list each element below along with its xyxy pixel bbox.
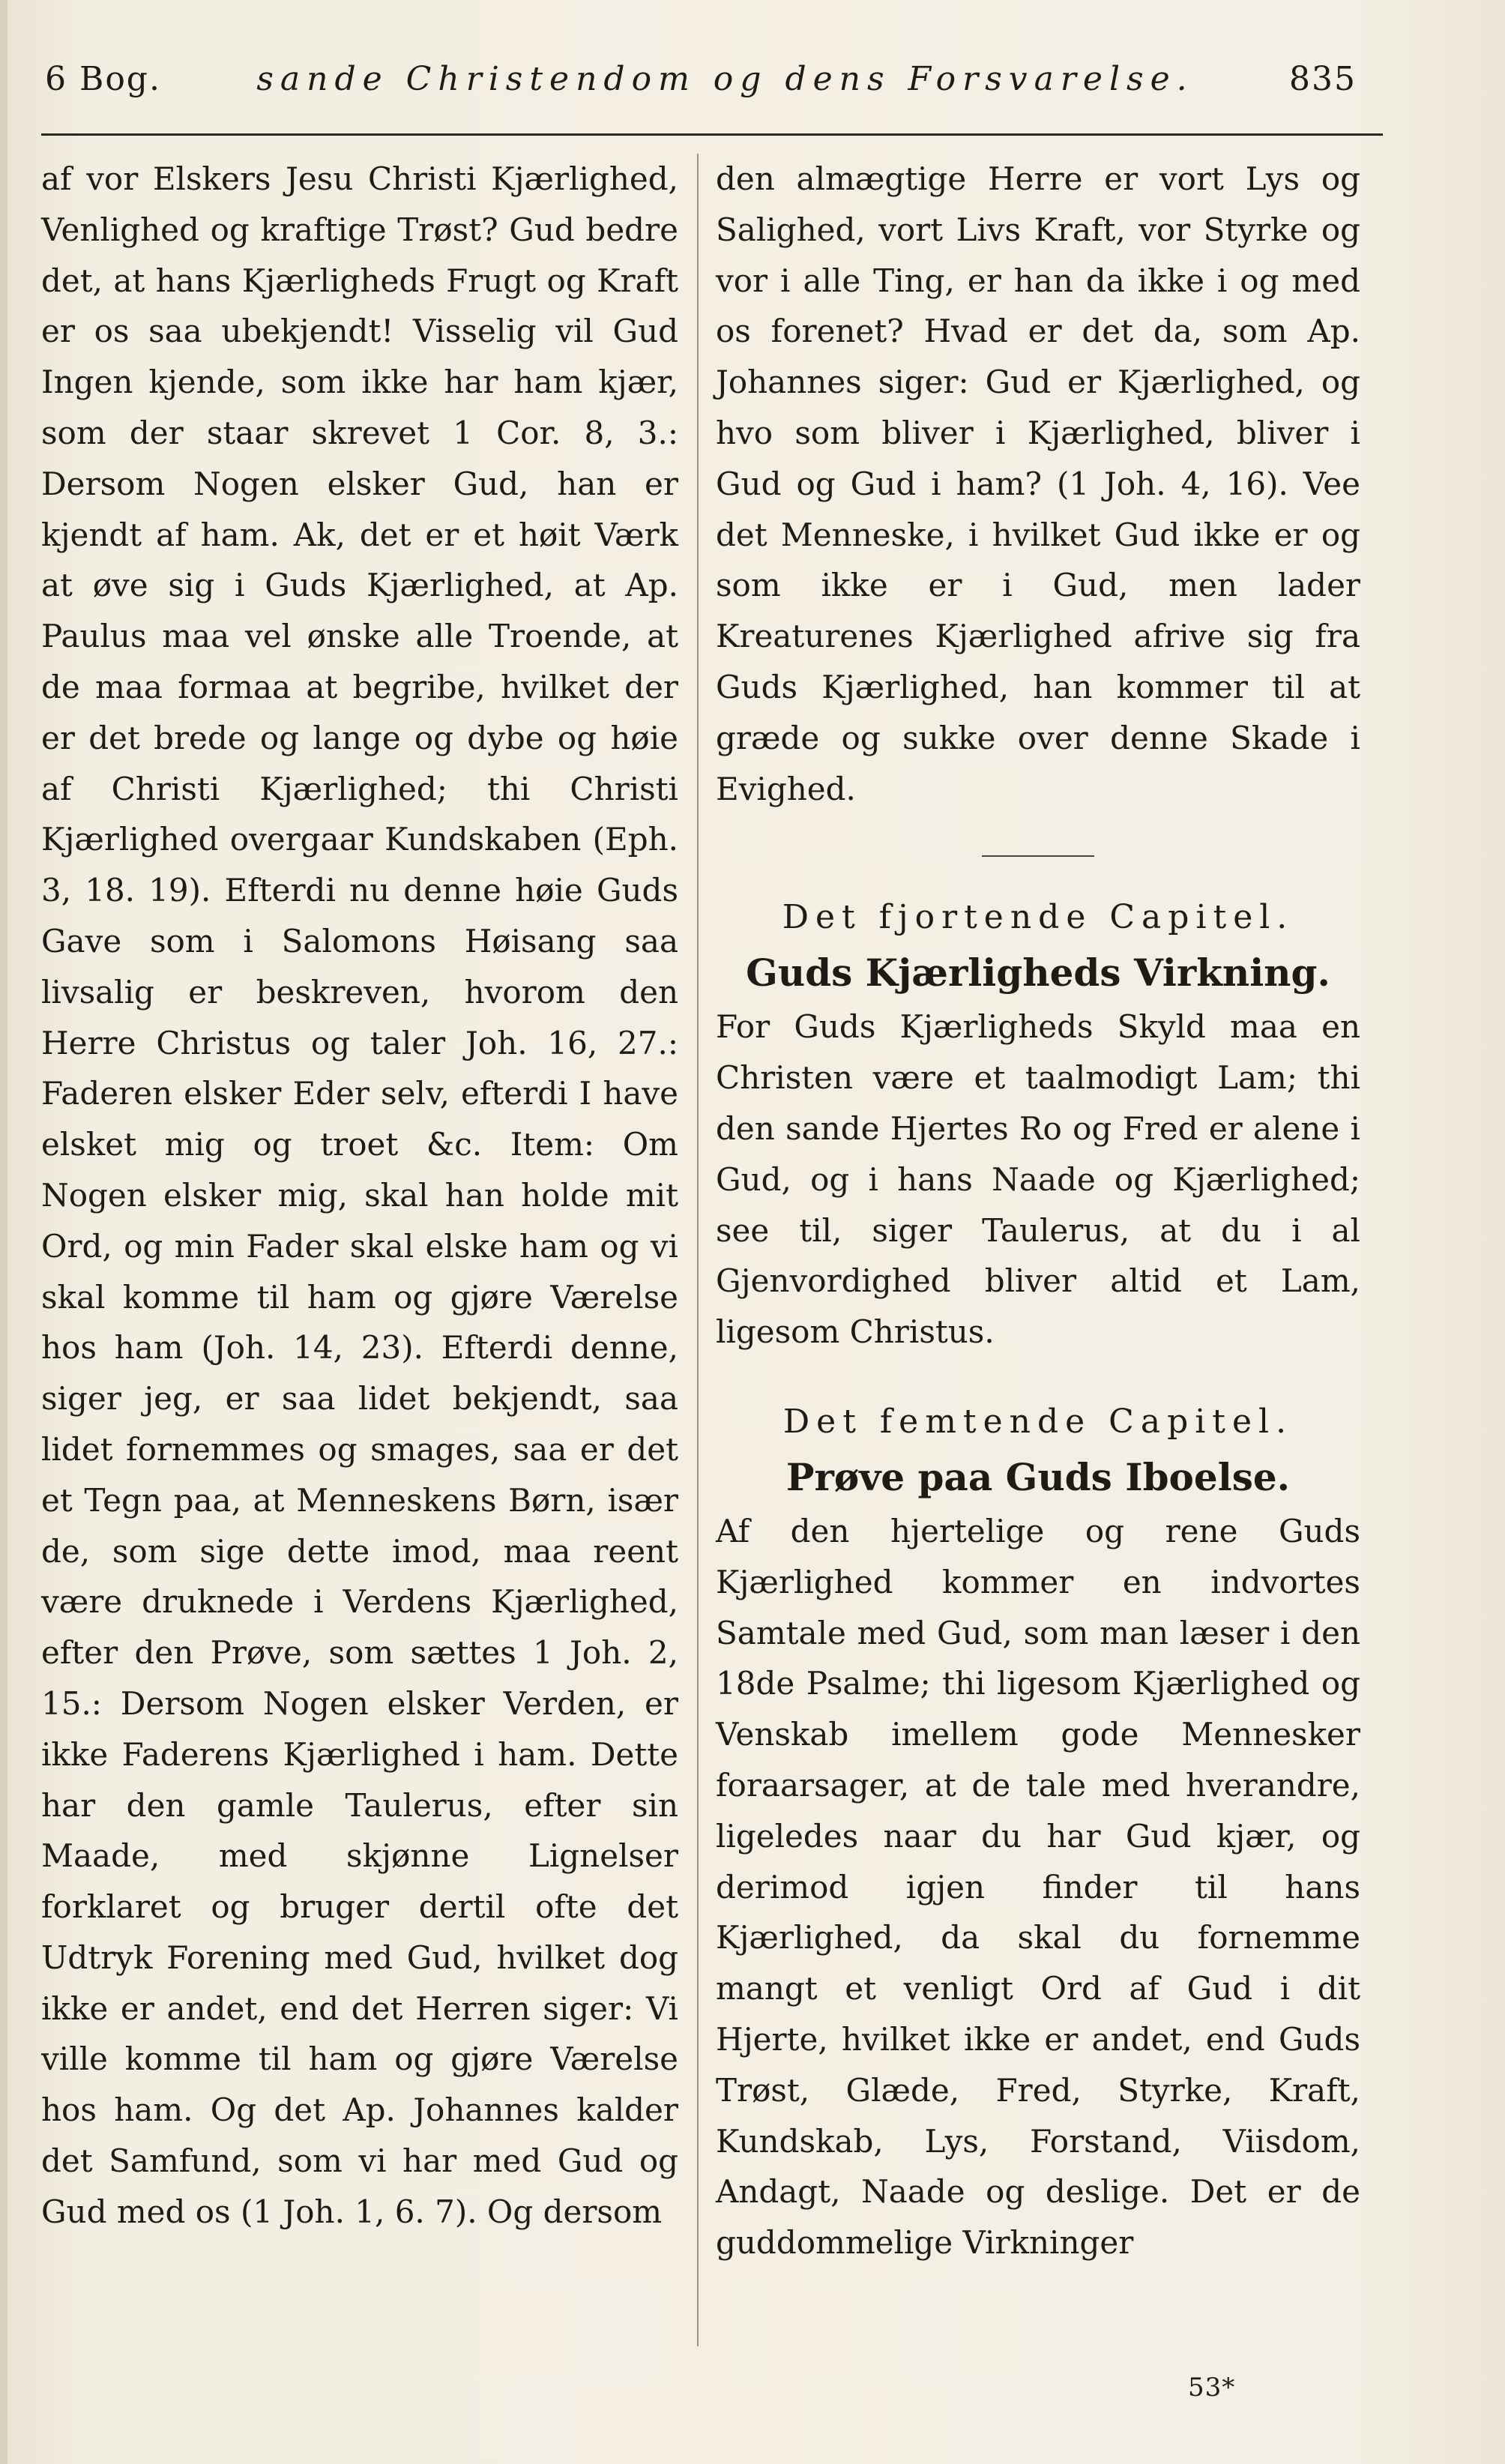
right-column <box>716 154 1360 2268</box>
header-rule <box>41 133 1383 136</box>
running-title: sande Christendom og dens Forsvarelse. <box>256 60 1194 98</box>
chapter-15-subtitle: Prøve paa Guds Iboelse. <box>785 1454 1291 1499</box>
column-divider <box>697 154 699 2346</box>
chapter-15-heading: Det femtende Capitel. <box>782 1402 1294 1441</box>
paragraph-3: Af den hjertelige og rene Guds Kjærlighed kommer en indvortes Samtale med Gud, som man læser i den 18de Psalme; thi ligesom Kjærlighed og Venskab imellem gode Mennesker foraarsager, at de tale med hverandre, ligeledes naar du har Gud kjær, og derimod igjen finder til hans Kjærlighed, da skal du fornemme mangt et venligt Ord af Gud i dit Hjerte, hvilket ikke er andet, end Guds Trøst, Glæde, Fred, Styrke, Kraft, Kundskab, Lys, Forstand, Viisdom, Andagt, Naade og deslige. Det er de guddommelige Virkninger <box>716 1512 1360 2262</box>
chapter-14-heading: Det fjortende Capitel. <box>782 898 1294 937</box>
page-spine-edge <box>0 0 7 2464</box>
page-header <box>45 60 1357 120</box>
left-column-text: af vor Elskers Jesu Christi Kjærlighed, Venlighed og kraftige Trøst? Gud bedre det, at hans Kjærligheds Frugt og Kraft er os saa ubekjendt! Visselig vil Gud Ingen kjende, som ikke har ham kjær, som der staar skrevet 1 Cor. 8, 3.: Dersom Nogen elsker Gud, han er kjendt af ham. Ak, det er et høit Værk at øve sig i Guds Kjærlighed, at Ap. Paulus maa vel ønske alle Troende, at de maa formaa at begribe, hvilket der er det brede og lange og dybe og høie af Christi Kjærlighed; thi Christi Kjærlighed overgaar Kundskaben (Eph. 3, 18. 19). Efterdi nu denne høie Guds Gave som i Salomons Høisang saa livsalig er beskreven, hvorom den Herre Christus og taler Joh. 16, 27.: Faderen elsker Eder selv, efterdi I have elsket mig og troet &c. Item: Om Nogen elsker mig, skal han holde mit Ord, og min Fader skal elske ham og vi skal komme til ham og gjøre Værelse hos ham (Joh. 14, 23). Efterdi denne, siger jeg, er saa lidet bekjendt, saa lidet fornemmes og smages, saa er det et Tegn paa, at Menneskens Børn, især de, som sige dette imod, maa reent være druknede i Verdens Kjærlighed, efter den Prøve, som sættes 1 Joh. 2, 15.: Dersom Nogen elsker Verden, er ikke Faderens Kjærlighed i ham. Dette har den gamle Taulerus, efter sin Maade, med skjønne Lignelser forklaret og bruger dertil ofte det Udtryk Forening med Gud, hvilket dog ikke er andet, end det Herren siger: Vi ville komme til ham og gjøre Værelse hos ham. Og det Ap. Johannes kalder det Samfund, som vi har med Gud og Gud med os (1 Joh. 1, 6. 7). Og dersom <box>41 160 678 2230</box>
left-column <box>41 154 678 2238</box>
spacer <box>716 1358 1360 1395</box>
paragraph-2: For Guds Kjærligheds Skyld maa en Christen være et taalmodigt Lam; thi den sande Hjertes Ro og Fred er alene i Gud, og i hans Naade og Kjærlighed; see til, siger Taulerus, at du i al Gjenvordighed bliver altid et Lam, ligesom Christus. <box>716 1008 1360 1351</box>
page-number: 835 <box>1289 60 1357 98</box>
paragraph-1: den almægtige Herre er vort Lys og Salighed, vort Livs Kraft, vor Styrke og vor i alle Ting, er han da ikke i og med os forenet? Hvad er det da, som Ap. Johannes siger: Gud er Kjærlighed, og hvo som bliver i Kjærlighed, bliver i Gud og Gud i ham? (1 Joh. 4, 16). Vee det Menneske, i hvilket Gud ikke er og som ikke er i Gud, men lader Kreaturenes Kjærlighed afrive sig fra Guds Kjærlighed, han kommer til at græde og sukke over denne Skade i Evighed. <box>716 160 1360 807</box>
signature-mark: 53* <box>1188 2373 1236 2403</box>
book-number: 6 Bog. <box>45 60 161 98</box>
section-divider-rule <box>982 855 1094 857</box>
chapter-14-subtitle: Guds Kjærligheds Virkning. <box>746 951 1330 995</box>
